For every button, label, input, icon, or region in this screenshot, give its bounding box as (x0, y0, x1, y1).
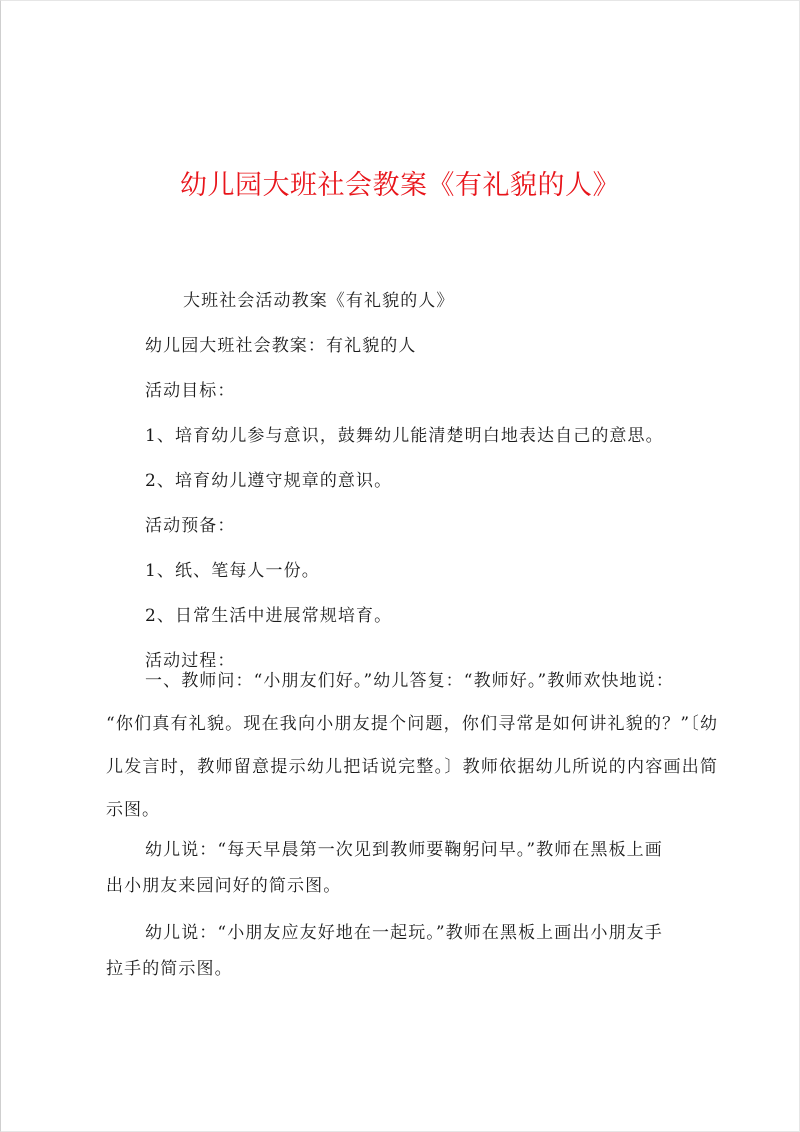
document-body (145, 285, 715, 690)
process-label: 活动过程： (145, 651, 236, 671)
goals-label: 活动目标： (145, 381, 236, 401)
child-response-2 (145, 912, 715, 955)
child-response-1 (145, 829, 715, 872)
goal-item-1: 1、培育幼儿参与意识，鼓舞幼儿能清楚明白地表达自己的意思。 (145, 426, 664, 446)
child-response-1-rest: 出小朋友来园问好的简示图。 (106, 876, 342, 896)
subtitle-line: 大班社会活动教案《有礼貌的人》 (183, 291, 455, 311)
goal-item-2: 2、培育幼儿遵守规章的意识。 (145, 471, 393, 491)
prep-label: 活动预备： (145, 516, 236, 536)
child-response-2-continued (106, 955, 718, 983)
prep-item-2: 2、日常生活中进展常规培育。 (145, 606, 393, 626)
heading-line: 幼儿园大班社会教案：有礼貌的人 (145, 336, 417, 356)
process-step-1-first-line: 一、教师问：“小朋友们好。”幼儿答复：“教师好。”教师欢快地说： (145, 671, 674, 691)
child-response-1-first-line: 幼儿说：“每天早晨第一次见到教师要鞠躬问早。”教师在黑板上画 (145, 840, 663, 860)
process-step-1-rest: “你们真有礼貌。现在我向小朋友提个问题，你们寻常是如何讲礼貌的？”〔幼儿发言时，教师留意提示幼儿把话说完整。〕教师依据幼儿所说的内容画出简示图。 (106, 714, 718, 820)
process-paragraph (145, 660, 715, 703)
child-response-2-first-line: 幼儿说：“小朋友应友好地在一起玩。”教师在黑板上画出小朋友手 (145, 923, 663, 943)
document-title: 幼儿园大班社会教案《有礼貌的人》 (180, 170, 620, 201)
prep-item-1: 1、纸、笔每人一份。 (145, 561, 320, 581)
child-response-2-rest: 拉手的简示图。 (106, 959, 233, 979)
child-response-1-continued (106, 872, 718, 900)
process-paragraph-continued (106, 703, 718, 832)
